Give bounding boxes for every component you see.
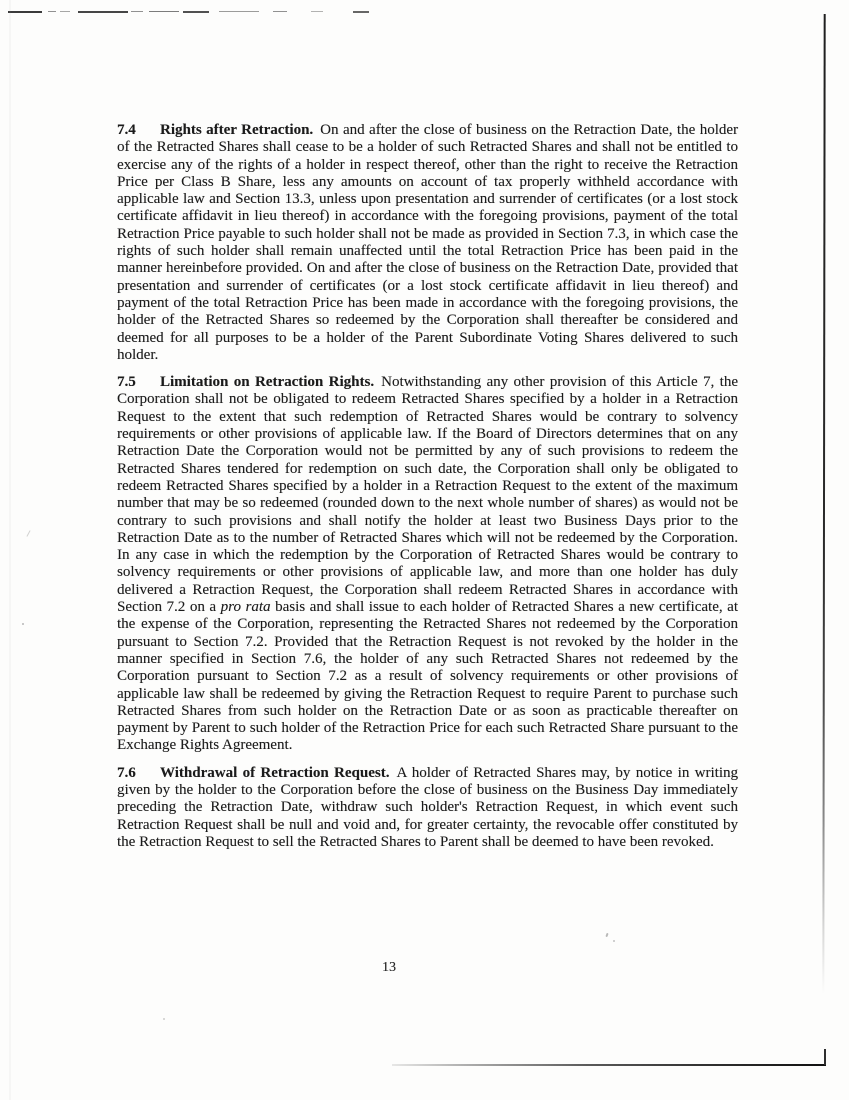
scan-speckle [22, 623, 24, 625]
document-text-block [117, 122, 738, 851]
latin-term-pro-rata: pro rata [220, 599, 271, 616]
section-number: 7.4 [117, 122, 136, 138]
section-number: 7.6 [117, 764, 136, 781]
page-number: 13 [382, 960, 396, 975]
section-body-text: On and after the close of business on the Retraction Date, the holder of the Retracted Shares shall cease to be a holder of such Retracted Shares and shall not be entitled to exercise any of the rights of a holder in respect thereof, other than the right to receive the Retraction Price per Class B Share, less any amounts on account of tax properly withheld accordance with applicable law and Section 13.3, unless upon presentation and surrender of certificates (or a lost stock certificate affidavit in lieu thereof) in accordance with the foregoing provisions, payment of the total Retraction Price payable to such holder shall not be made as provided in Section 7.3, in which case the rights of such holder shall remain unaffected until the total Retraction Price has been paid in the manner hereinbefore provided. On and after the close of business on the Retraction Date, provided that presentation and surrender of certificates (or a lost stock certificate affidavit in lieu thereof) and payment of the total Retraction Price has been made in accordance with the foregoing provisions, the holder of the Retracted Shares so redeemed by the Corporation shall thereafter be considered and deemed for all purposes to be a holder of the Parent Subordinate Voting Shares delivered to such holder. [117, 122, 739, 363]
section-7-4-paragraph [117, 122, 738, 364]
scan-artifact-bottom-line [392, 1064, 826, 1066]
scan-artifact-bottom-line-hook [824, 1049, 826, 1065]
scan-speckle [163, 1018, 165, 1020]
section-heading: Rights after Retraction. [160, 122, 314, 138]
scan-artifact-right-edge-line [822, 14, 825, 994]
scan-artifact-top-dashed-line [8, 11, 388, 15]
section-heading: Limitation on Retraction Rights. [160, 374, 375, 391]
section-body-text: Notwithstanding any other provision of this Article 7, the Corporation shall not be obligated to redeem Retracted Shares specified by a holder in a Retraction Request to the extent that such redemption of Retracted Shares would be contrary to solvency requirements or other provisions of applicable law. If the Board of Directors determines that on any Retraction Date the Corporation would not be permitted by any of such provisions to redeem the Retracted Shares tendered for redemption on such date, the Corporation shall only be obligated to redeem Retracted Shares specified by a holder in a Retraction Request to the extent of the maximum number that may be so redeemed (rounded down to the next whole number of shares) as would not be contrary to such provisions and shall notify the holder at least two Business Days prior to the Retraction Date as to the number of Retracted Shares which will not be redeemed by the Corporation. In any case in which the redemption by the Corporation of Retracted Shares would be contrary to solvency requirements or other provisions of applicable law, and more than one holder has duly delivered a Retraction Request, the Corporation shall redeem Retracted Shares in accordance with Section 7.2 on a [117, 374, 738, 616]
scan-speckle [613, 940, 615, 942]
scan-speckle [605, 933, 608, 937]
section-body-text: A holder of Retracted Shares may, by notice in writing given by the holder to the Corporation before the close of business on the Business Day immediately preceding the Retraction Date, withdraw such holder's Retraction Request, in which event such Retraction Request shall be null and void and, for greater certainty, the revocable offer constituted by the Retraction Request to sell the Retracted Shares to Parent shall be deemed to have been revoked. [117, 764, 739, 850]
section-7-5-paragraph [117, 374, 738, 755]
scan-speckle [26, 530, 30, 537]
section-heading: Withdrawal of Retraction Request. [160, 764, 390, 781]
section-7-6-paragraph [117, 765, 738, 851]
section-number: 7.5 [117, 374, 136, 391]
scan-artifact-left-streak [9, 0, 11, 1100]
section-body-text: basis and shall issue to each holder of Retracted Shares a new certificate, at the expense of the Corporation, representing the Retracted Shares not redeemed by the Corporation pursuant to Section 7.2. Provided that the Retraction Request is not revoked by the holder in the manner specified in Section 7.6, the holder of any such Retracted Shares not redeemed by the Corporation pursuant to Section 7.2 as a result of solvency requirements or other provisions of applicable law shall be redeemed by giving the Retraction Request to require Parent to purchase such Retracted Shares from such holder on the Retraction Date or as soon as practicable thereafter on payment by Parent to such holder of the Retraction Price for each such Retracted Share pursuant to the Exchange Rights Agreement. [117, 599, 739, 754]
